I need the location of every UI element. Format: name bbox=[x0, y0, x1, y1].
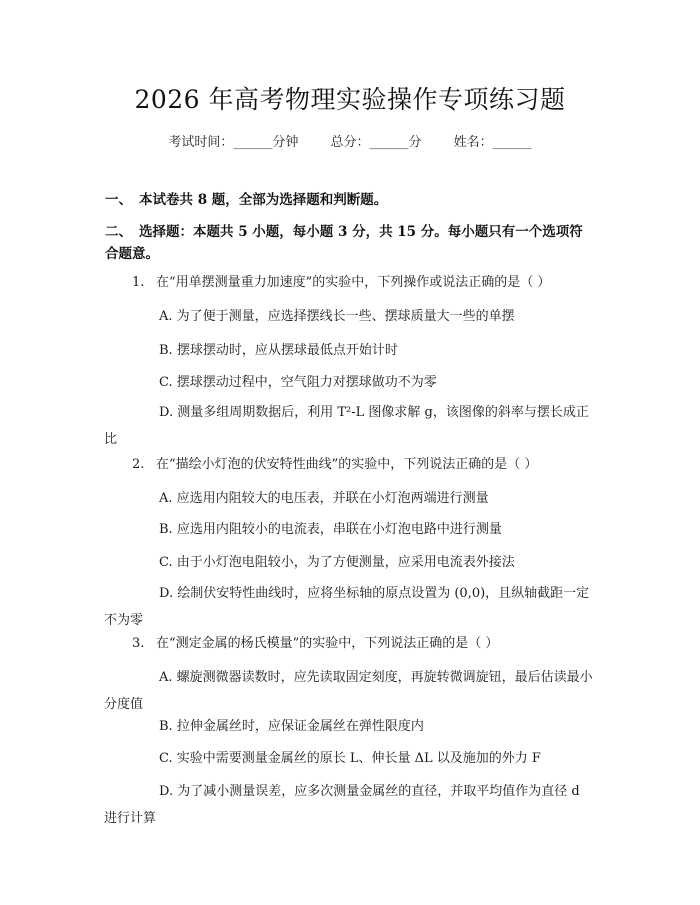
question-stem bbox=[132, 455, 592, 475]
section-text: 本试卷共 8 题，全部为选择题和判断题。 bbox=[139, 192, 388, 208]
section-heading bbox=[105, 189, 595, 211]
section-heading bbox=[105, 221, 595, 265]
page-title: 2026 年高考物理实验操作专项练习题 bbox=[134, 85, 566, 114]
question-text: 在“描绘小灯泡的伏安特性曲线”的实验中，下列说法正确的是（ ） bbox=[156, 457, 538, 472]
question-number: 1. bbox=[132, 275, 145, 290]
question-option: A. 螺旋测微器读数时，应先读取固定刻度，再旋转微调旋钮，最后估读最小分度值 bbox=[104, 670, 593, 712]
section-text: 选择题：本题共 5 小题，每小题 3 分，共 15 分。每小题只有一个选项符合题意。 bbox=[105, 224, 583, 262]
student-name-label: 姓名：______ bbox=[453, 135, 532, 150]
exam-meta bbox=[0, 131, 700, 150]
question-text: 在“测定金属的杨氏模量”的实验中，下列说法正确的是（ ） bbox=[156, 636, 499, 651]
question-option: D. 为了减小测量误差，应多次测量金属丝的直径，并取平均值作为直径 d 进行计算 bbox=[104, 784, 580, 826]
question-number: 3. bbox=[132, 636, 145, 651]
section-number: 二、 bbox=[105, 224, 132, 240]
section-number: 一、 bbox=[105, 192, 132, 208]
question-option: C. 由于小灯泡电阻较小，为了方便测量，应采用电流表外接法 bbox=[159, 555, 515, 570]
question-option: D. 绘制伏安特性曲线时，应将坐标轴的原点设置为 (0,0)，且纵轴截距一定不为零 bbox=[104, 586, 590, 628]
question-option: B. 应选用内阻较小的电流表，串联在小灯泡电路中进行测量 bbox=[159, 522, 502, 537]
question-stem bbox=[132, 273, 592, 293]
question-number: 2. bbox=[132, 457, 145, 472]
total-score-label: 总分：______分 bbox=[330, 135, 422, 150]
question-text: 在“用单摆测量重力加速度”的实验中，下列操作或说法正确的是（ ） bbox=[156, 275, 551, 290]
question-option: A. 应选用内阻较大的电压表，并联在小灯泡两端进行测量 bbox=[159, 491, 489, 506]
question-option: A. 为了便于测量，应选择摆线长一些、摆球质量大一些的单摆 bbox=[159, 309, 515, 324]
question-option: B. 拉伸金属丝时，应保证金属丝在弹性限度内 bbox=[159, 719, 424, 734]
question-option: C. 实验中需要测量金属丝的原长 L、伸长量 ΔL 以及施加的外力 F bbox=[159, 751, 541, 766]
question-option: D. 测量多组周期数据后，利用 T²-L 图像求解 g，该图像的斜率与摆长成正比 bbox=[104, 405, 589, 447]
question-option: C. 摆球摆动过程中，空气阻力对摆球做功不为零 bbox=[159, 375, 437, 390]
question-stem bbox=[132, 634, 592, 654]
exam-time-label: 考试时间：______分钟 bbox=[168, 135, 299, 150]
question-option: B. 摆球摆动时，应从摆球最低点开始计时 bbox=[159, 343, 398, 358]
